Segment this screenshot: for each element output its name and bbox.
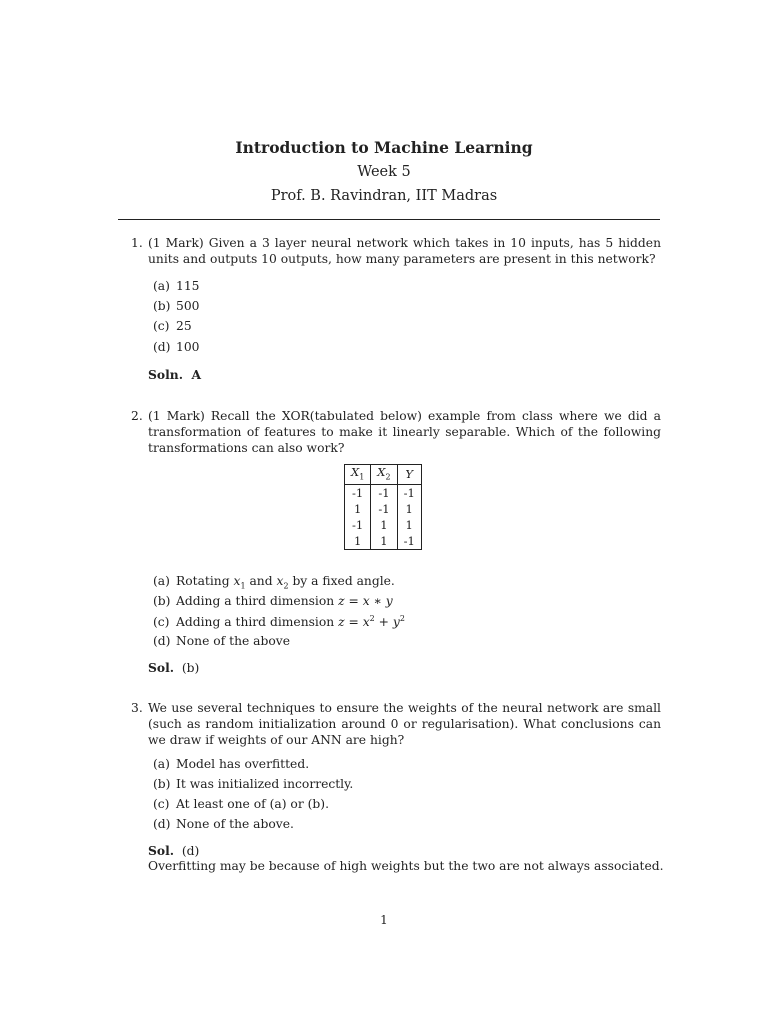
table-header-x2: $X_2$ (371, 465, 397, 485)
document-author: Prof. B. Ravindran, IIT Madras (270, 188, 498, 204)
option-d: (d) None of the above (153, 634, 291, 648)
question-3-explanation: Overfitting may be because of high weights but the two are not always associated. (148, 859, 664, 873)
page-number: 1 (380, 913, 388, 927)
table-row (345, 485, 422, 502)
table-header-y: Y (397, 465, 421, 485)
table-cell: 1 (397, 517, 421, 533)
table-row (345, 533, 422, 550)
option-c: (c) At least one of (a) or (b). (153, 797, 329, 811)
question-1-solution: Soln. A (148, 367, 202, 382)
header-rule (118, 219, 660, 220)
table-cell: -1 (371, 501, 397, 517)
table-cell: 1 (345, 501, 371, 517)
option-a: (a) Model has overfitted. (153, 757, 310, 771)
option-d: (d) None of the above. (153, 817, 294, 831)
question-1 (131, 235, 661, 267)
option-a: (a) Rotating $x_1$ and $x_2$ by a fixed angle. (153, 574, 395, 591)
option-a: (a) 115 (153, 279, 200, 293)
option-c: (c) Adding a third dimension $z = x^2 + y^2$ (153, 614, 405, 630)
question-number: 2. (131, 409, 143, 423)
document-week: Week 5 (357, 164, 411, 180)
table-row (345, 517, 422, 533)
document-title: Introduction to Machine Learning (235, 138, 533, 157)
table-cell: 1 (397, 501, 421, 517)
option-b: (b) It was initialized incorrectly. (153, 777, 354, 791)
table-cell: 1 (371, 517, 397, 533)
table-cell: 1 (371, 533, 397, 550)
table-cell: -1 (345, 517, 371, 533)
option-b: (b) 500 (153, 299, 200, 313)
table-row (345, 501, 422, 517)
table-cell: -1 (397, 533, 421, 550)
table-cell: -1 (371, 485, 397, 502)
option-c: (c) 25 (153, 319, 192, 333)
table-cell: 1 (345, 533, 371, 550)
option-b: (b) Adding a third dimension z = x ∗ y (153, 594, 393, 608)
question-text: (1 Mark) Recall the XOR(tabulated below) example from class where we did a transformation of features to make it linearly separable. Which of the following transformations can also work? (148, 409, 661, 455)
option-d: (d) 100 (153, 340, 200, 354)
question-2 (131, 408, 661, 456)
question-text: We use several techniques to ensure the weights of the neural network are small (such as random initialization around 0 or regularisation). What conclusions can we draw if weights of our ANN are high? (148, 701, 661, 747)
question-text: (1 Mark) Given a 3 layer neural network which takes in 10 inputs, has 5 hidden units and outputs 10 outputs, how many parameters are present in this network? (148, 236, 661, 266)
table-cell: -1 (345, 485, 371, 502)
question-number: 3. (131, 701, 143, 715)
xor-table (344, 464, 422, 550)
table-cell: -1 (397, 485, 421, 502)
question-2-solution: Sol. (b) (148, 660, 200, 675)
question-3 (131, 700, 661, 748)
question-3-solution: Sol. (d) (148, 843, 200, 858)
question-number: 1. (131, 236, 143, 250)
table-header-x1: $X_1$ (345, 465, 371, 485)
